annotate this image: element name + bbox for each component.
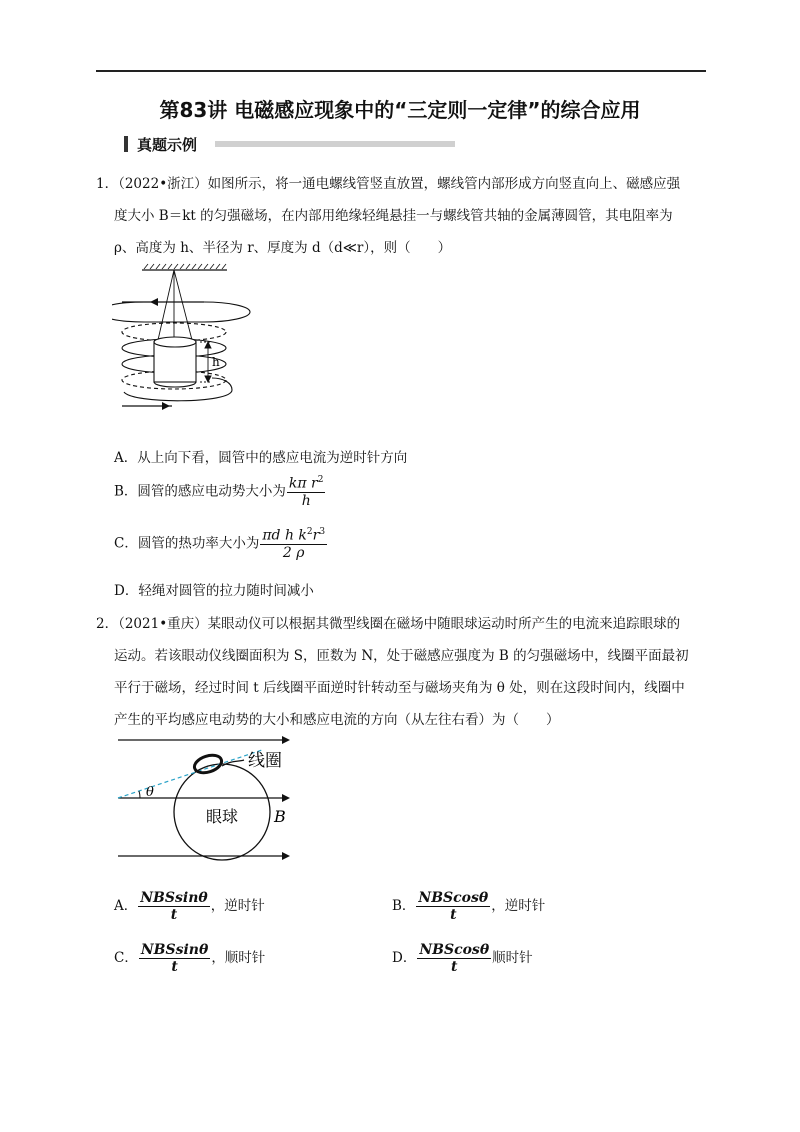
- eye-label: 眼球: [206, 807, 239, 826]
- q1-option-d-text: 轻绳对圆管的拉力随时间减小: [138, 583, 314, 599]
- page-title: 第83讲 电磁感应现象中的“三定则一定律”的综合应用: [159, 98, 641, 122]
- q2-option-d-prefix: D．: [392, 950, 417, 966]
- q2-option-d[interactable]: [392, 942, 533, 975]
- q1-option-b[interactable]: [114, 475, 326, 509]
- q2-b-numerator: NBScosθ: [418, 890, 489, 906]
- section-rule: [215, 141, 455, 147]
- q1-line-3: ρ、高度为 h、半径为 r、厚度为 d（d≪r），则（ ）: [114, 240, 452, 256]
- q1-option-a[interactable]: [114, 446, 407, 466]
- q1-b-denominator: h: [287, 492, 326, 509]
- q1-option-c[interactable]: [114, 527, 328, 561]
- q2-option-b-prefix: B．: [392, 898, 416, 914]
- q2-option-b[interactable]: [392, 890, 545, 923]
- q2-a-denominator: t: [138, 906, 209, 923]
- coil-plane-line: [118, 750, 262, 798]
- q2-option-a[interactable]: [114, 890, 265, 923]
- q2-number: 2．: [96, 616, 119, 632]
- q1-option-a-text: 从上向下看，圆管中的感应电流为逆时针方向: [137, 450, 408, 466]
- q1-option-c-fraction: [260, 527, 327, 561]
- q1-c-numerator-tail: r: [312, 527, 320, 544]
- q2-d-denominator: t: [417, 958, 491, 975]
- bottom-arrow: [162, 402, 170, 410]
- height-label: h: [212, 355, 220, 369]
- top-arrow: [150, 298, 158, 306]
- q2-eye-figure: [114, 730, 314, 870]
- metal-tube: [154, 337, 196, 387]
- angle-label: θ: [146, 785, 154, 800]
- q1-b-exponent: 2: [317, 475, 324, 485]
- q1-option-d-prefix: D．: [114, 583, 139, 599]
- q2-option-b-suffix: ，逆时针: [491, 898, 546, 914]
- angle-arc: [139, 791, 140, 798]
- q2-option-d-fraction: [417, 942, 491, 975]
- q2-line-4: 产生的平均感应电动势的大小和感应电流的方向（从左往右看）为（ ）: [114, 712, 560, 728]
- q2-option-c[interactable]: [114, 942, 265, 975]
- q2-c-numerator: NBSsinθ: [140, 942, 209, 958]
- q2-option-d-suffix: 顺时针: [492, 950, 533, 966]
- header-rule: [96, 70, 706, 72]
- coil-label: 线圈: [248, 751, 282, 771]
- suspension-strings: [158, 270, 192, 340]
- field-label: B: [274, 807, 286, 826]
- q1-c-exponent-1: 2: [306, 527, 313, 537]
- q2-option-b-fraction: [416, 890, 490, 923]
- q1-option-d[interactable]: [114, 579, 314, 599]
- field-arrows: [282, 736, 290, 860]
- q1-stem-1: （2022•浙江）如图所示，将一通电螺线管竖直放置，螺线管内部形成方向竖直向上、磁感应强: [118, 176, 681, 192]
- q2-c-denominator: t: [139, 958, 210, 975]
- q1-line-1: [96, 172, 680, 192]
- q2-option-c-prefix: C．: [114, 950, 138, 966]
- q2-option-c-fraction: [139, 942, 210, 975]
- q2-option-a-suffix: ，逆时针: [210, 898, 265, 914]
- q2-b-denominator: t: [416, 906, 490, 923]
- q1-option-b-text: 圆管的感应电动势大小为: [137, 483, 286, 500]
- q2-stem-1: （2021•重庆）某眼动仪可以根据其微型线圈在磁场中随眼球运动时所产生的电流来追踪眼球的: [118, 616, 681, 632]
- section-marker: [124, 136, 128, 152]
- q1-c-numerator: πd h k: [262, 527, 307, 544]
- q1-number: 1．: [96, 176, 119, 192]
- q2-option-c-suffix: ，顺时针: [211, 950, 266, 966]
- q1-c-denominator: 2 ρ: [260, 544, 327, 561]
- q1-b-numerator: kπ r: [288, 475, 318, 492]
- height-marker: [200, 342, 212, 382]
- q2-option-a-fraction: [138, 890, 209, 923]
- ceiling-hatch: [144, 264, 226, 269]
- q2-line-1: [96, 612, 680, 632]
- q2-d-numerator: NBScosθ: [419, 942, 490, 958]
- q2-line-3: 平行于磁场，经过时间 t 后线圈平面逆时针转动至与磁场夹角为 θ 处，则在这段时间内，线圈中: [114, 680, 685, 696]
- q2-line-2: 运动。若该眼动仪线圈面积为 S，匝数为 N，处于磁感应强度为 B 的匀强磁场中，线圈平面最初: [114, 648, 689, 664]
- q1-option-c-text: 圆管的热功率大小为: [137, 535, 260, 552]
- q2-a-numerator: NBSsinθ: [140, 890, 208, 906]
- q1-option-c-prefix: C．: [114, 535, 138, 552]
- q2-option-a-prefix: A．: [114, 898, 138, 914]
- section-label: 真题示例: [137, 136, 198, 154]
- q1-option-a-prefix: A．: [114, 450, 138, 466]
- q1-option-b-fraction: [287, 475, 326, 509]
- q1-c-exponent-2: 3: [319, 527, 326, 537]
- q1-line-2: 度大小 B＝kt 的匀强磁场，在内部用绝缘轻绳悬挂一与螺线管共轴的金属薄圆管，其电阻率为: [114, 208, 673, 224]
- q1-solenoid-figure: [112, 262, 272, 422]
- q1-option-b-prefix: B．: [114, 483, 138, 500]
